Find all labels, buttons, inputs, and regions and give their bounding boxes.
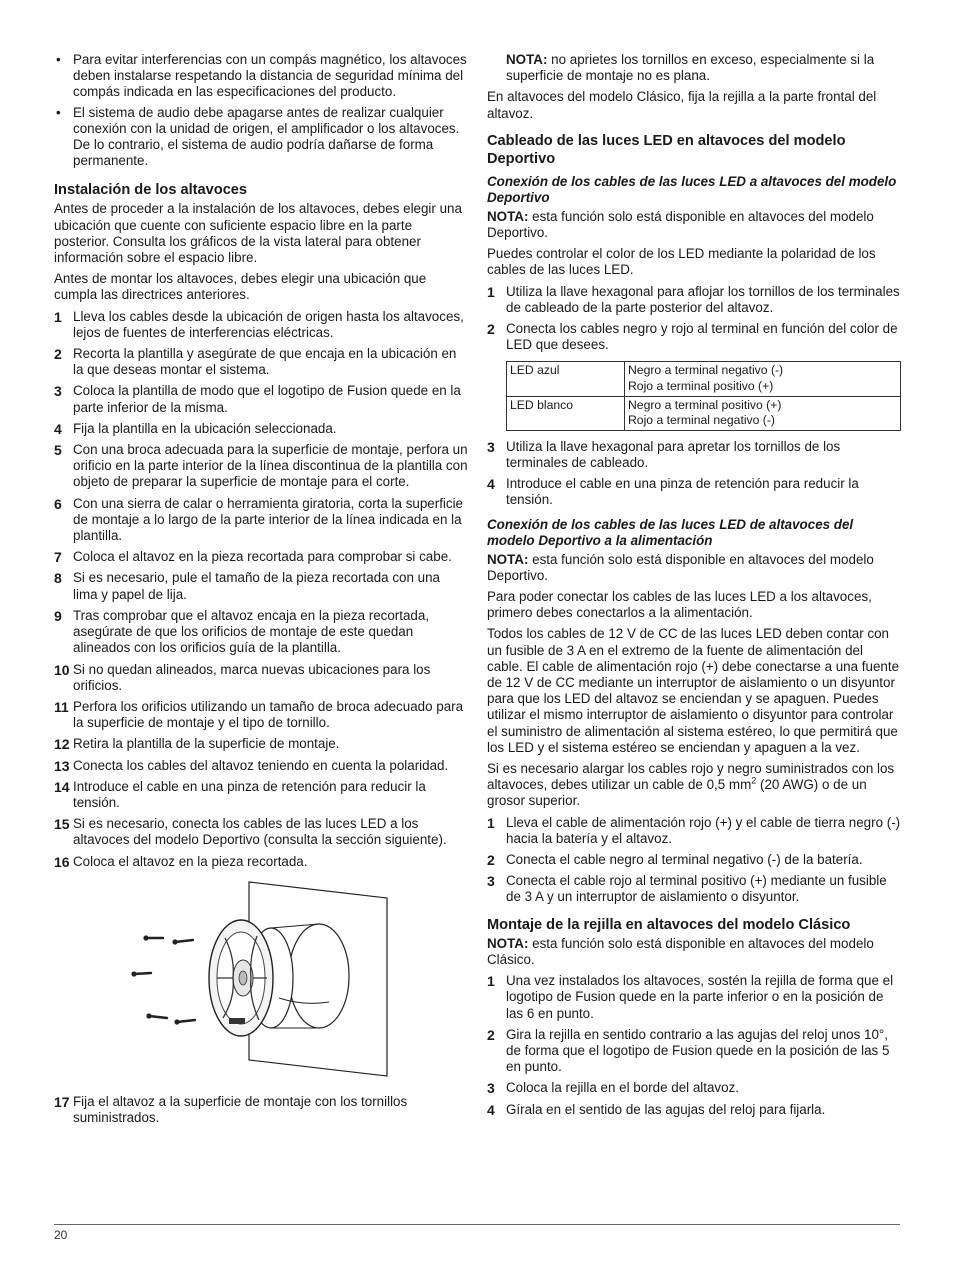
page-number: 20	[54, 1228, 68, 1242]
power-steps	[487, 815, 901, 906]
step-item	[487, 1102, 901, 1118]
step-text: Coloca la plantilla de modo que el logotipo de Fusion quede en la parte inferior de la misma.	[73, 383, 461, 415]
step-item	[54, 309, 468, 341]
fusion-logo-badge	[229, 1018, 245, 1024]
step-text: Perfora los orificios utilizando un tamaño de broca adecuado para la superficie de montaje y el tipo de tornillo.	[73, 698, 464, 731]
speaker-mounting-drawing	[129, 878, 399, 1078]
step-number: 15	[54, 816, 70, 833]
step-text: Utiliza la llave hexagonal para apretar los tornillos de los terminales de cableado.	[506, 438, 841, 471]
step-number: 2	[54, 346, 62, 363]
step-item	[54, 1094, 468, 1126]
step-item	[54, 779, 468, 811]
led-steps-continued	[487, 439, 901, 509]
install-heading: Instalación de los altavoces	[54, 182, 248, 199]
step-item	[54, 736, 468, 752]
step-number: 3	[487, 873, 495, 890]
step-number: 10	[54, 661, 70, 678]
step-number: 17	[54, 1093, 70, 1110]
table-row	[507, 396, 901, 430]
step-text: Coloca la rejilla en el borde del altavoz.	[506, 1080, 739, 1096]
step-text: Utiliza la llave hexagonal para aflojar los tornillos de los terminales de cableado de la parte posterior del altavoz.	[506, 283, 900, 315]
step-text: Retira la plantilla de la superficie de montaje.	[73, 736, 340, 752]
step-text: Fija la plantilla en la ubicación seleccionada.	[73, 420, 337, 436]
step-text: Conecta el cable negro al terminal negativo (-) de la batería.	[506, 852, 863, 868]
table-row	[507, 362, 901, 396]
step-text: Lleva los cables desde la ubicación de origen hasta los altavoces, lejos de fuentes de interferencias eléctricas.	[73, 308, 464, 340]
left-column	[54, 52, 468, 1131]
step-number: 1	[487, 814, 495, 831]
step-text: Introduce el cable en una pinza de retención para reducir la tensión.	[73, 778, 426, 810]
step-item	[487, 439, 901, 471]
note-text: esta función solo está disponible en altavoces del modelo Deportivo.	[487, 208, 874, 241]
step-item	[54, 854, 468, 870]
step-text: Conecta los cables negro y rojo al terminal en función del color de LED que desees.	[506, 321, 898, 353]
step-number: 3	[487, 438, 495, 455]
step-text: Si es necesario, pule el tamaño de la pieza recortada con una lima y papel de lija.	[73, 570, 440, 602]
step-text: Fija el altavoz a la superficie de montaje con los tornillos suministrados.	[73, 1093, 408, 1126]
step-text: Gírala en el sentido de las agujas del reloj para fijarla.	[506, 1101, 826, 1117]
note-label: NOTA:	[506, 52, 548, 67]
power-paragraph-1: Para poder conectar los cables de las luces LED a los altavoces, primero debes conectarlos a la alimentación.	[487, 589, 872, 621]
step-number: 7	[54, 549, 62, 566]
step-number: 2	[487, 321, 495, 338]
step-number: 13	[54, 757, 70, 774]
led-color-cell: LED azul	[507, 362, 625, 396]
step-item	[487, 815, 901, 847]
power-paragraph-3: Si es necesario alargar los cables rojo y negro suministrados con los altavoces, debes utilizar un cable de 0,5 $mm^2$ (20 AWG) o de un grosor superior.	[487, 761, 895, 809]
step-item	[54, 346, 468, 378]
led-wiring-cell	[625, 396, 901, 430]
step-text: Recorta la plantilla y asegúrate de que encaja en la ubicación en la que deseas montar el sistema.	[73, 346, 457, 378]
step-number: 4	[54, 420, 62, 437]
note-text: esta función solo está disponible en altavoces del modelo Deportivo.	[487, 551, 874, 583]
step-text: Con una broca adecuada para la superficie de montaje, perfora un orificio en la parte interior de la línea discontinua de la plantilla con objeto de preparar la superficie de montaje para el corte.	[73, 442, 468, 490]
step-number: 3	[487, 1080, 495, 1097]
grille-heading: Montaje de la rejilla en altavoces del modelo Clásico	[487, 916, 851, 933]
step-item	[487, 852, 901, 868]
bullet-item	[54, 105, 468, 170]
screw-icon	[134, 938, 195, 1022]
wiring-line: Rojo a terminal negativo (-)	[628, 413, 775, 428]
install-steps-continued	[54, 1094, 468, 1126]
step-item	[487, 284, 901, 316]
step-item	[54, 570, 468, 602]
step-item	[487, 1027, 901, 1076]
led-power-subheading: Conexión de los cables de las luces LED de altavoces del modelo Deportivo a la alimentación	[487, 516, 854, 548]
led-wiring-cell	[625, 362, 901, 396]
superscript: 2	[751, 775, 757, 786]
step-number: 1	[487, 283, 495, 300]
led-wiring-heading: Cableado de las luces LED en altavoces del modelo Deportivo	[487, 132, 846, 167]
step-number: 1	[487, 973, 495, 990]
step-item	[487, 973, 901, 1022]
step-number: 2	[487, 1026, 495, 1043]
footer-divider	[54, 1224, 900, 1225]
note-label: NOTA:	[487, 935, 529, 951]
step-item	[54, 383, 468, 415]
note-overtighten	[487, 52, 901, 84]
install-paragraph-1: Antes de proceder a la instalación de los altavoces, debes elegir una ubicación que cuente con suficiente espacio libre en la parte posterior. Consulta los gráficos de la vista lateral para obtener información sobre el espacio libre.	[54, 201, 462, 266]
step-number: 9	[54, 607, 62, 624]
step-number: 16	[54, 853, 70, 870]
step-number: 14	[54, 778, 70, 795]
step-item	[487, 321, 901, 353]
step-text: Tras comprobar que el altavoz encaja en la pieza recortada, asegúrate de que los orificios de montaje de este quedan alineados con los orificios guía de la plantilla.	[73, 607, 430, 656]
step-item	[54, 758, 468, 774]
step-item	[54, 421, 468, 437]
note-text: esta función solo está disponible en altavoces del modelo Clásico.	[487, 935, 874, 967]
step-text: Conecta los cables del altavoz teniendo en cuenta la polaridad.	[73, 757, 449, 773]
step-number: 12	[54, 736, 70, 753]
step-text: Conecta el cable rojo al terminal positivo (+) mediante un fusible de 3 A y un interruptor de aislamiento o disyuntor.	[506, 873, 887, 905]
bullet-text: El sistema de audio debe apagarse antes de realizar cualquier conexión con la unidad de origen, el amplificador o los altavoces. De lo contrario, el sistema de audio podría dañarse de forma permanente.	[73, 104, 460, 169]
step-text: Lleva el cable de alimentación rojo (+) y el cable de tierra negro (-) hacia la batería y el altavoz.	[506, 814, 901, 846]
step-number: 8	[54, 570, 62, 587]
step-text: Gira la rejilla en sentido contrario a las agujas del reloj unos 10°, de forma que el logotipo de Fusion quede en la posición de las 5 en punto.	[506, 1026, 890, 1075]
step-text: Introduce el cable en una pinza de retención para reducir la tensión.	[506, 476, 859, 508]
step-item	[487, 1080, 901, 1096]
install-steps	[54, 309, 468, 870]
step-item	[54, 816, 468, 848]
step-number: 4	[487, 476, 495, 493]
wiring-line: Rojo a terminal positivo (+)	[628, 379, 774, 394]
note-text: no aprietes los tornillos en exceso, especialmente si la superficie de montaje no es plana.	[506, 52, 875, 84]
step-number: 1	[54, 308, 62, 325]
note-label: NOTA:	[487, 208, 529, 224]
install-paragraph-2: Antes de montar los altavoces, debes elegir una ubicación que cumpla las directrices anteriores.	[54, 271, 427, 303]
note-label: NOTA:	[487, 551, 529, 567]
led-connection-subheading: Conexión de los cables de las luces LED a altavoces del modelo Deportivo	[487, 173, 897, 205]
step-number: 11	[54, 698, 69, 715]
step-text: Una vez instalados los altavoces, sostén la rejilla de forma que el logotipo de Fusion quede en la parte inferior o en la posición de las 6 en punto.	[506, 973, 894, 1021]
note-sport-only	[487, 552, 901, 584]
bullet-text: Para evitar interferencias con un compás magnético, los altavoces deben instalarse respetando la distancia de seguridad mínima del compás indicada en las especificaciones del producto.	[73, 52, 467, 100]
step-item	[54, 442, 468, 491]
led-color-table	[506, 361, 901, 430]
wiring-line: Negro a terminal negativo (-)	[628, 363, 784, 378]
grille-steps	[487, 973, 901, 1118]
bullet-icon: •	[56, 104, 61, 120]
step-item	[487, 476, 901, 508]
wiring-line: Negro a terminal positivo (+)	[628, 397, 782, 412]
step-item	[54, 496, 468, 545]
right-column	[487, 52, 901, 1123]
step-item	[54, 608, 468, 657]
note-classic-only	[487, 936, 901, 968]
classic-grille-paragraph: En altavoces del modelo Clásico, fija la rejilla a la parte frontal del altavoz.	[487, 89, 877, 121]
step-text: Con una sierra de calar o herramienta giratoria, corta la superficie de montaje a lo largo de la parte interior de la línea indicada en la plantilla.	[73, 495, 464, 544]
note-sport-only	[487, 209, 901, 241]
step-text: Si es necesario, conecta los cables de las luces LED a los altavoces del modelo Deportivo (consulta la sección siguiente).	[73, 816, 447, 848]
step-text: Si no quedan alineados, marca nuevas ubicaciones para los orificios.	[73, 661, 431, 693]
step-item	[54, 699, 468, 731]
step-item	[487, 873, 901, 905]
step-text: Coloca el altavoz en la pieza recortada para comprobar si cabe.	[73, 549, 452, 565]
step-item	[54, 662, 468, 694]
power-paragraph-2: Todos los cables de 12 V de CC de las luces LED deben contar con un fusible de 3 A en el extremo de la fuente de alimentación del cable. El cable de alimentación rojo (+) debe conectarse a una fuente de 12 V de CC mediante un interruptor de aislamiento o un disyuntor para que los LED del altavoz se enciendan y se apaguen. Puedes utilizar el mismo interruptor de aislamiento o disyuntor para controlar el suministro de alimentación al sistema estéreo, lo que permitirá que los LED y el sistema estéreo se enciendan y apaguen a la vez.	[487, 626, 900, 755]
warning-bullets	[54, 52, 468, 169]
step-number: 4	[487, 1101, 495, 1118]
led-steps	[487, 284, 901, 354]
cutout-hole	[289, 924, 349, 1028]
led-color-cell: LED blanco	[507, 396, 625, 430]
step-number: 5	[54, 442, 62, 459]
led-paragraph: Puedes controlar el color de los LED mediante la polaridad de los cables de las luces LED.	[487, 246, 876, 278]
bullet-icon: •	[56, 52, 61, 67]
bullet-item	[54, 52, 468, 101]
step-number: 6	[54, 495, 62, 512]
step-text: Coloca el altavoz en la pieza recortada.	[73, 853, 308, 869]
step-item	[54, 549, 468, 565]
speaker-mounting-illustration	[129, 878, 468, 1082]
step-number: 2	[487, 852, 495, 869]
step-number: 3	[54, 383, 62, 400]
